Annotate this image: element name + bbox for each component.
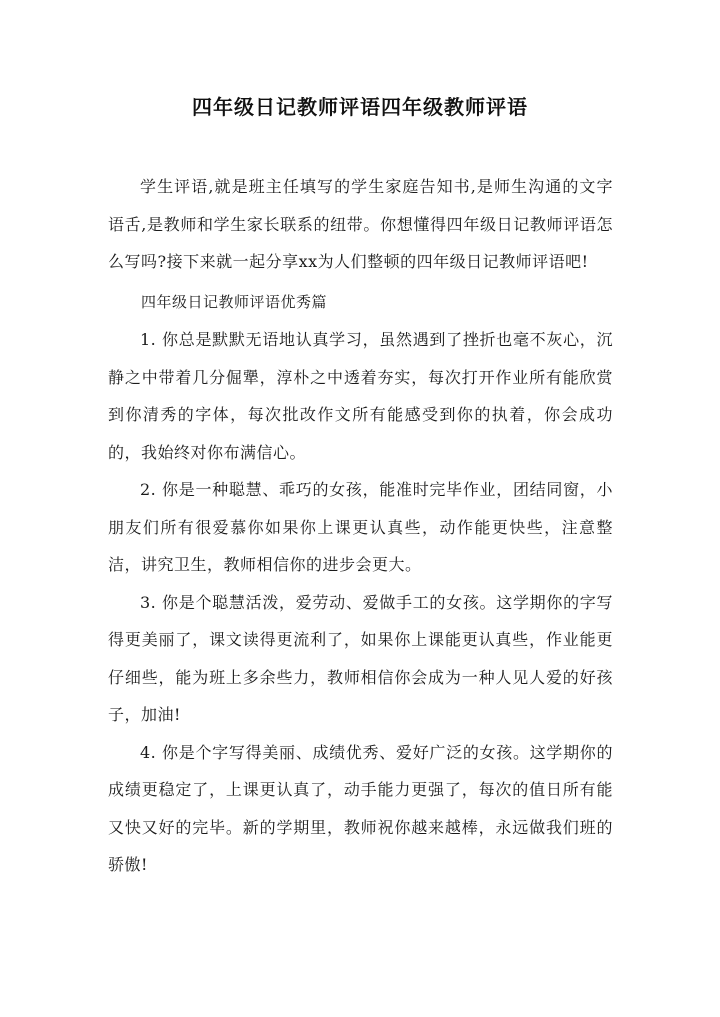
page-title: 四年级日记教师评语四年级教师评语 [192, 95, 528, 119]
section-heading: 四年级日记教师评语优秀篇 [141, 292, 328, 311]
intro-paragraph: 学生评语,就是班主任填写的学生家庭告知书,是师生沟通的文字语舌,是教师和学生家长联系的纽带。你想懂得四年级日记教师评语怎么写吗?接下来就一起分享xx为人们整顿的四年级日记教师评语吧! [108, 177, 613, 271]
document-body [108, 168, 613, 884]
comment-paragraph-2: 2. 你是一种聪慧、乖巧的女孩，能准时完毕作业，团结同窗，小朋友们所有很爱慕你如果你上课更认真些，动作能更快些，注意整洁，讲究卫生，教师相信你的进步会更大。 [108, 480, 613, 574]
comment-paragraph-3: 3. 你是个聪慧活泼，爱劳动、爱做手工的女孩。这学期你的字写得更美丽了，课文读得更流利了，如果你上课能更认真些，作业能更仔细些，能为班上多余些力，教师相信你会成为一种人见人爱的好孩子，加油! [108, 592, 613, 724]
comment-paragraph-1: 1. 你总是默默无语地认真学习，虽然遇到了挫折也毫不灰心，沉静之中带着几分倔犟，淳朴之中透着夯实，每次打开作业所有能欣赏到你清秀的字体，每次批改作文所有能感受到你的执着，你会成功的，我始终对你布满信心。 [108, 330, 613, 462]
comment-paragraph-4: 4. 你是个字写得美丽、成绩优秀、爱好广泛的女孩。这学期你的成绩更稳定了，上课更认真了，动手能力更强了，每次的值日所有能又快又好的完毕。新的学期里，教师祝你越来越棒，永远做我们班的骄傲! [108, 742, 613, 874]
